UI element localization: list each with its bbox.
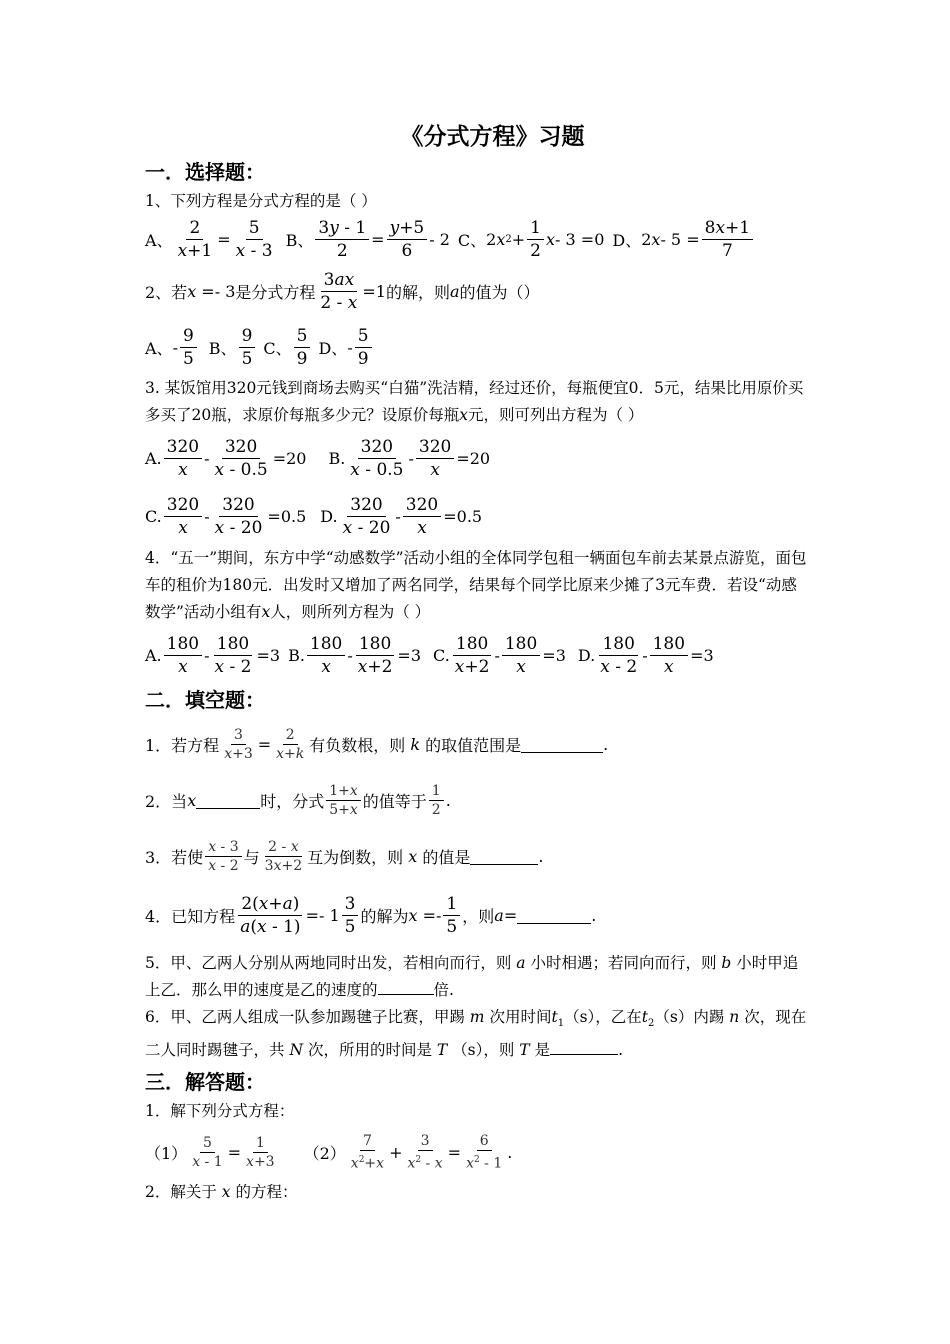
- answer-blank[interactable]: [550, 1038, 618, 1055]
- section-heading-answer: 三．解答题：: [145, 1070, 265, 1095]
- answer-blank[interactable]: [470, 848, 538, 865]
- document-page: [145, 118, 810, 1206]
- answer-question-2-stem: 2．解关于 x 的方程：: [145, 1183, 298, 1202]
- question-2-stem: 2、若 x =- 3 是分式方程 3ax 2 - x =1 的解，则 a 的值为（）: [145, 269, 540, 313]
- question-3-options-ab: A. 320 x - 320 x - 0.5 =20 B. 320 x - 0.5 - 320 x =20: [145, 436, 491, 480]
- answer-question-1-equations: （1） 5 x - 1 = 1 x+3 （2） 7 $x^2+x$ + 3 $x^2$ - x = 6 $x^2 - 1$ .: [145, 1132, 513, 1172]
- answer-question-1-stem: 1．解下列分式方程：: [145, 1102, 295, 1121]
- answer-blank[interactable]: [378, 978, 434, 995]
- question-3-options-cd: C. 320 x - 320 x - 20 =0.5 D. 320 x - 20 - 320 x =0.5: [145, 494, 483, 538]
- page-title: 《分式方程》习题: [400, 123, 585, 150]
- answer-blank[interactable]: [521, 736, 603, 753]
- fill-question-5: 5．甲、乙两人分别从两地同时出发，若相向而行，则 a 小时相遇；若同向而行，则 b 小时甲追上乙．那么甲的速度是乙的速度的 倍.: [145, 954, 799, 999]
- answer-blank[interactable]: [517, 907, 591, 924]
- answer-blank[interactable]: [196, 792, 260, 809]
- question-2-options: A、 - 9 5 B、 9 5 C、 5 9 D、 - 5 9: [145, 319, 810, 375]
- fill-question-3: 3．若使 x - 3 x - 2 与 2 - x 3x+2 互为倒数，则 x 的值是 .: [145, 838, 544, 874]
- question-3-stem: 3. 某饭馆用320元钱到商场去购买“白猫”洗洁精，经过还价，每瓶便宜0．5元，结果比用原价买多买了20瓶，求原价每瓶多少元？设原价每瓶x元，则可列出方程为（ ）: [145, 379, 804, 424]
- section-heading-choice: 一．选择题：: [145, 160, 265, 184]
- section-heading-fill: 二．填空题：: [145, 688, 265, 712]
- question-1-stem: 1、下列方程是分式方程的是（ ）: [145, 192, 377, 210]
- question-4-options: A. 180 x - 180 x - 2 =3 B. 180 x - 180 x+2 =3 C. 180 x+2 - 180 x =3 D. 180 x - 2 - 180 x =3: [145, 633, 714, 677]
- fill-question-4: 4．已知方程 2(x+a) a(x - 1) =- 1 3 5 的解为 x =- 1 5 ，则 a = .: [145, 893, 597, 937]
- question-1-options: A、 2 x+1 = 5 x - 3 B、 3y - 1 2 = y+5 6 - 2 C、 2 x 2 + 1 2 x - 3 =0 D、 2 x - 5 = 8x+1 7: [145, 215, 810, 263]
- fill-question-6: 6．甲、乙两人组成一队参加踢毽子比赛，甲踢 m 次用时间$t_1(s)$，乙在$t_2(s)$内踢 n 次，现在二人同时踢毽子，共 N 次，所用的时间是 T （s），则 T 是 .: [145, 1008, 807, 1060]
- question-4-stem: 4．“五一”期间，东方中学“动感数学”活动小组的全体同学包租一辆面包车前去某景点游览，面包车的租价为180元．出发时又增加了两名同学，结果每个同学比原来少摊了3元车费．若设“动感数学”活动小组有x人，则所列方程为（ ）: [145, 549, 807, 621]
- fill-question-2: 2．当 x 时，分式 1+x 5+x 的值等于 1 2 .: [145, 782, 451, 818]
- fill-question-1: 1．若方程 3 x+3 = 2 x+k 有负数根，则 k 的取值范围是 .: [145, 726, 609, 762]
